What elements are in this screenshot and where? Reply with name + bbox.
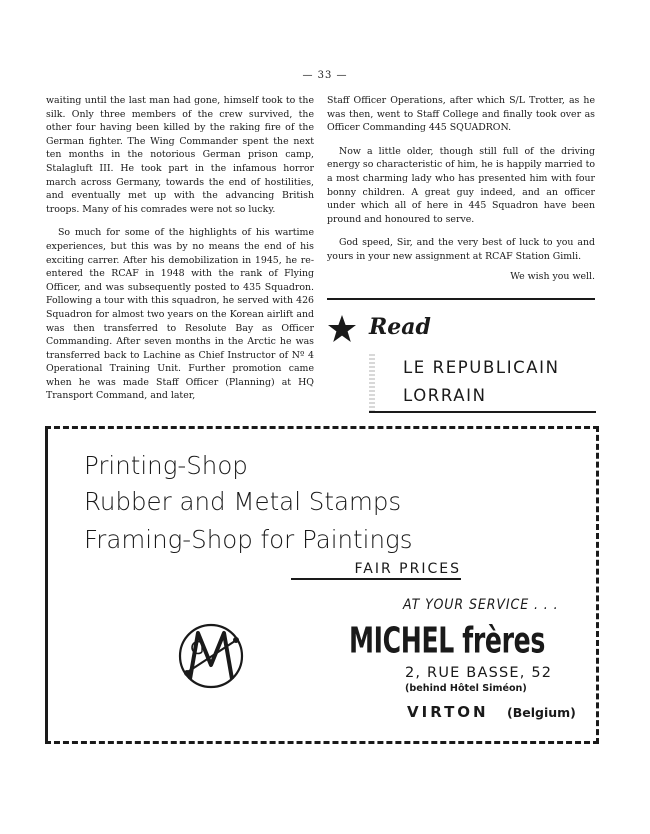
- newspaper-name-line1: LE REPUBLICAIN: [403, 358, 560, 377]
- ad-line-printing: Printing-Shop: [84, 451, 248, 480]
- article-column-right: [327, 94, 595, 293]
- article-paragraph: waiting until the last man had gone, himself took to the silk. Only three members of the crew survived, the other four having been killed by the raking fire of the German fighter. The Wing Commander spent the next ten months in the notorious German prison camp, Stalagluft III. He took part in the infamous horror march across Germany, towards the end of hostilities, and eventually met up with the advancing British troops. Many of his comrades were not so lucky.: [46, 95, 314, 215]
- article-column-left: [46, 94, 314, 413]
- fair-prices: FAIR PRICES: [291, 561, 461, 580]
- article-paragraph: Staff Officer Operations, after which S/L Trotter, as he was then, went to Staff College and finally took over as Officer Commanding 445 SQUADRON.: [327, 95, 595, 134]
- brand-name: MICHEL frères: [349, 620, 545, 662]
- newspaper-bar-decoration: [369, 354, 375, 412]
- michel-monogram-logo: [176, 621, 246, 691]
- ad-line-framing: Framing-Shop for Paintings: [84, 525, 413, 554]
- michel-freres-ad: [45, 426, 599, 744]
- shop-landmark: (behind Hôtel Siméon): [405, 683, 527, 694]
- read-label: Read: [369, 314, 431, 340]
- divider-rule: [327, 298, 595, 300]
- article-paragraph: So much for some of the highlights of his wartime experiences, but this was by no means the end of his exciting carrer. After his demobilization in 1945, he re-entered the RCAF in 1948 with the rank of Flying Officer, and was subsequently posted to 435 Squadron. Following a tour with this squadron, he served with 426 Squadron for almost two years on the Korean airlift and was then transferred to Resolute Bay as Officer Commanding. After seven months in the Arctic he was transferred back to Lachine as Chief Instructor of Nº 4 Operational Training Unit. Further promotion came when he was made Staff Officer (Planning) at HQ Transport Command, and later,: [46, 227, 314, 402]
- shop-address: 2, RUE BASSE, 52: [405, 665, 553, 681]
- at-your-service: AT YOUR SERVICE . . .: [403, 597, 559, 613]
- article-paragraph: Now a little older, though still full of the driving energy so characteristic of him, he is happily married to a most charming lady who has presented him with four bonny children. A great guy indeed, and an officer under which all of here in 445 Squadron have been pround and honoured to serve.: [327, 145, 595, 225]
- shop-city: VIRTON: [407, 703, 489, 721]
- page-number: — 33 —: [302, 70, 348, 81]
- article-signoff: We wish you well.: [510, 270, 595, 282]
- newspaper-name-line2: LORRAIN: [403, 386, 487, 405]
- star-icon: [327, 314, 357, 344]
- article-paragraph: God speed, Sir, and the very best of luck to you and yours in your new assignment at RCAF Station Gimli.: [327, 237, 595, 262]
- ad-line-stamps: Rubber and Metal Stamps: [84, 487, 402, 516]
- read-newspaper-ad: [327, 310, 595, 414]
- divider-rule: [369, 411, 596, 413]
- shop-country: (Belgium): [507, 705, 576, 720]
